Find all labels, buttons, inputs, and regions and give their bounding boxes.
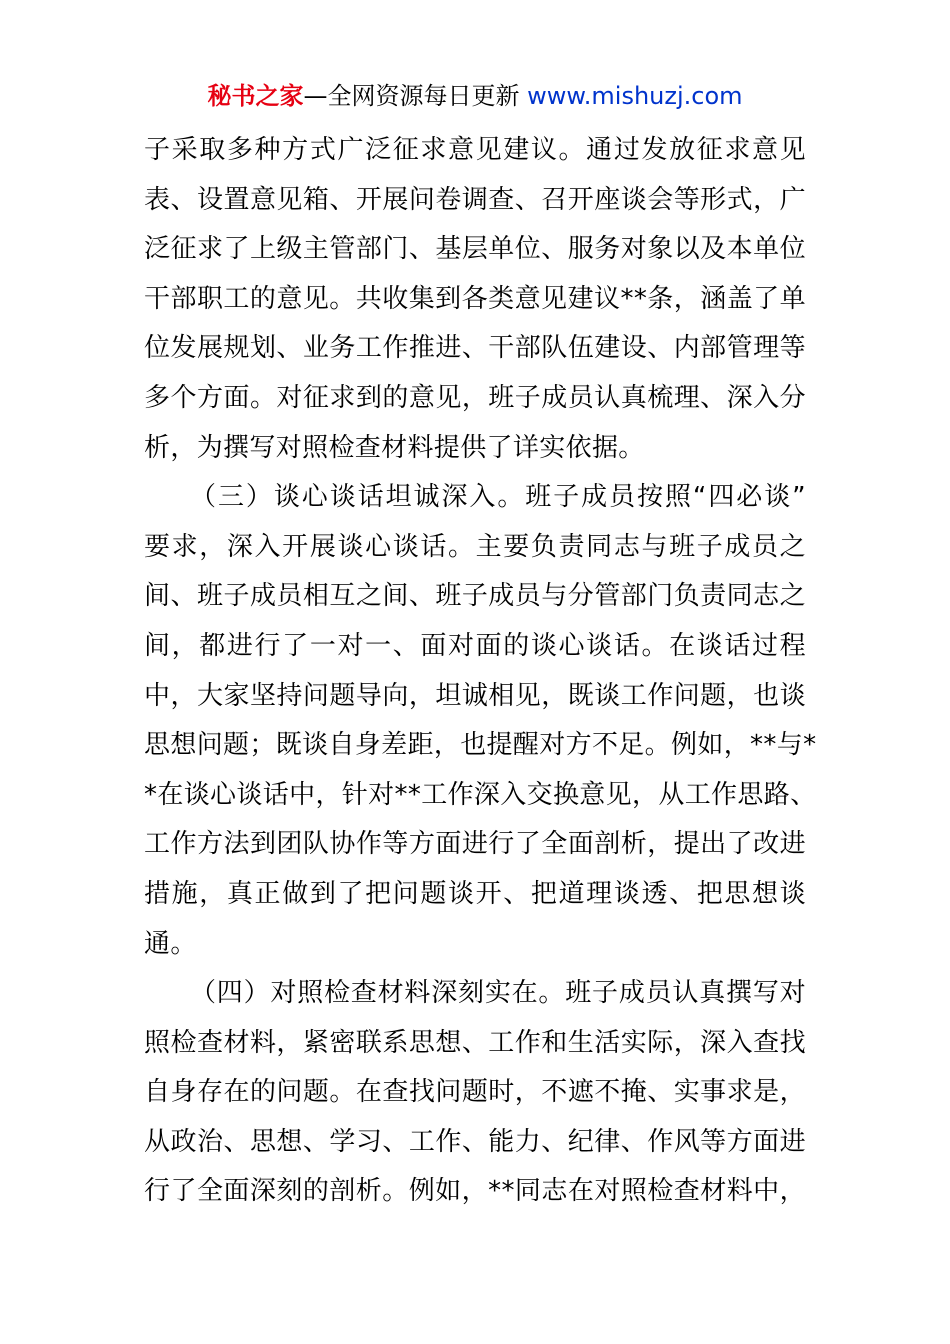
text-line: 思想问题；既谈自身差距，也提醒对方不足。例如，**与* <box>144 730 817 761</box>
text-line: 间，都进行了一对一、面对面的谈心谈话。在谈话过程 <box>144 630 806 661</box>
text-line: 子采取多种方式广泛征求意见建议。通过发放征求意见 <box>144 135 806 165</box>
text-line: 泛征求了上级主管部门、基层单位、服务对象以及本单位 <box>144 234 806 265</box>
text-line: 多个方面。对征求到的意见，班子成员认真梳理、深入分 <box>144 382 806 413</box>
site-tagline: —全网资源每日更新 <box>303 82 520 110</box>
paragraph-first-line: （四）对照检查材料深刻实在。班子成员认真撰写对 <box>190 978 806 1009</box>
text-line: 干部职工的意见。共收集到各类意见建议**条，涵盖了单 <box>144 283 806 314</box>
text-line: 间、班子成员相互之间、班子成员与分管部门负责同志之 <box>144 581 806 612</box>
text-line: 工作方法到团队协作等方面进行了全面剖析，提出了改进 <box>144 829 806 860</box>
paragraph-first-line: （三）谈心谈话坦诚深入。班子成员按照“四必谈” <box>190 482 806 513</box>
text-line: 措施，真正做到了把问题谈开、把道理谈透、把思想谈 <box>144 878 806 909</box>
text-line: 照检查材料，紧密联系思想、工作和生活实际，深入查找 <box>144 1027 806 1058</box>
site-url-link[interactable]: www.mishuzj.com <box>527 82 743 110</box>
text-line: 从政治、思想、学习、工作、能力、纪律、作风等方面进 <box>144 1126 806 1157</box>
text-line: 中，大家坚持问题导向，坦诚相见，既谈工作问题，也谈 <box>144 680 806 711</box>
document-body <box>144 126 817 1217</box>
text-line: 行了全面深刻的剖析。例如，**同志在对照检查材料中， <box>144 1176 806 1207</box>
text-line: 自身存在的问题。在查找问题时，不遮不掩、实事求是， <box>144 1077 806 1108</box>
text-line: 析，为撰写对照检查材料提供了详实依据。 <box>144 432 645 463</box>
text-line: 位发展规划、业务工作推进、干部队伍建设、内部管理等 <box>144 333 806 364</box>
site-header <box>0 80 950 112</box>
text-line: 要求，深入开展谈心谈话。主要负责同志与班子成员之 <box>144 531 806 562</box>
site-brand: 秘书之家 <box>207 82 304 110</box>
text-line: 通。 <box>144 928 197 959</box>
text-line: *在谈心谈话中，针对**工作深入交换意见，从工作思路、 <box>144 779 817 810</box>
text-line: 表、设置意见箱、开展问卷调查、召开座谈会等形式，广 <box>144 184 806 215</box>
